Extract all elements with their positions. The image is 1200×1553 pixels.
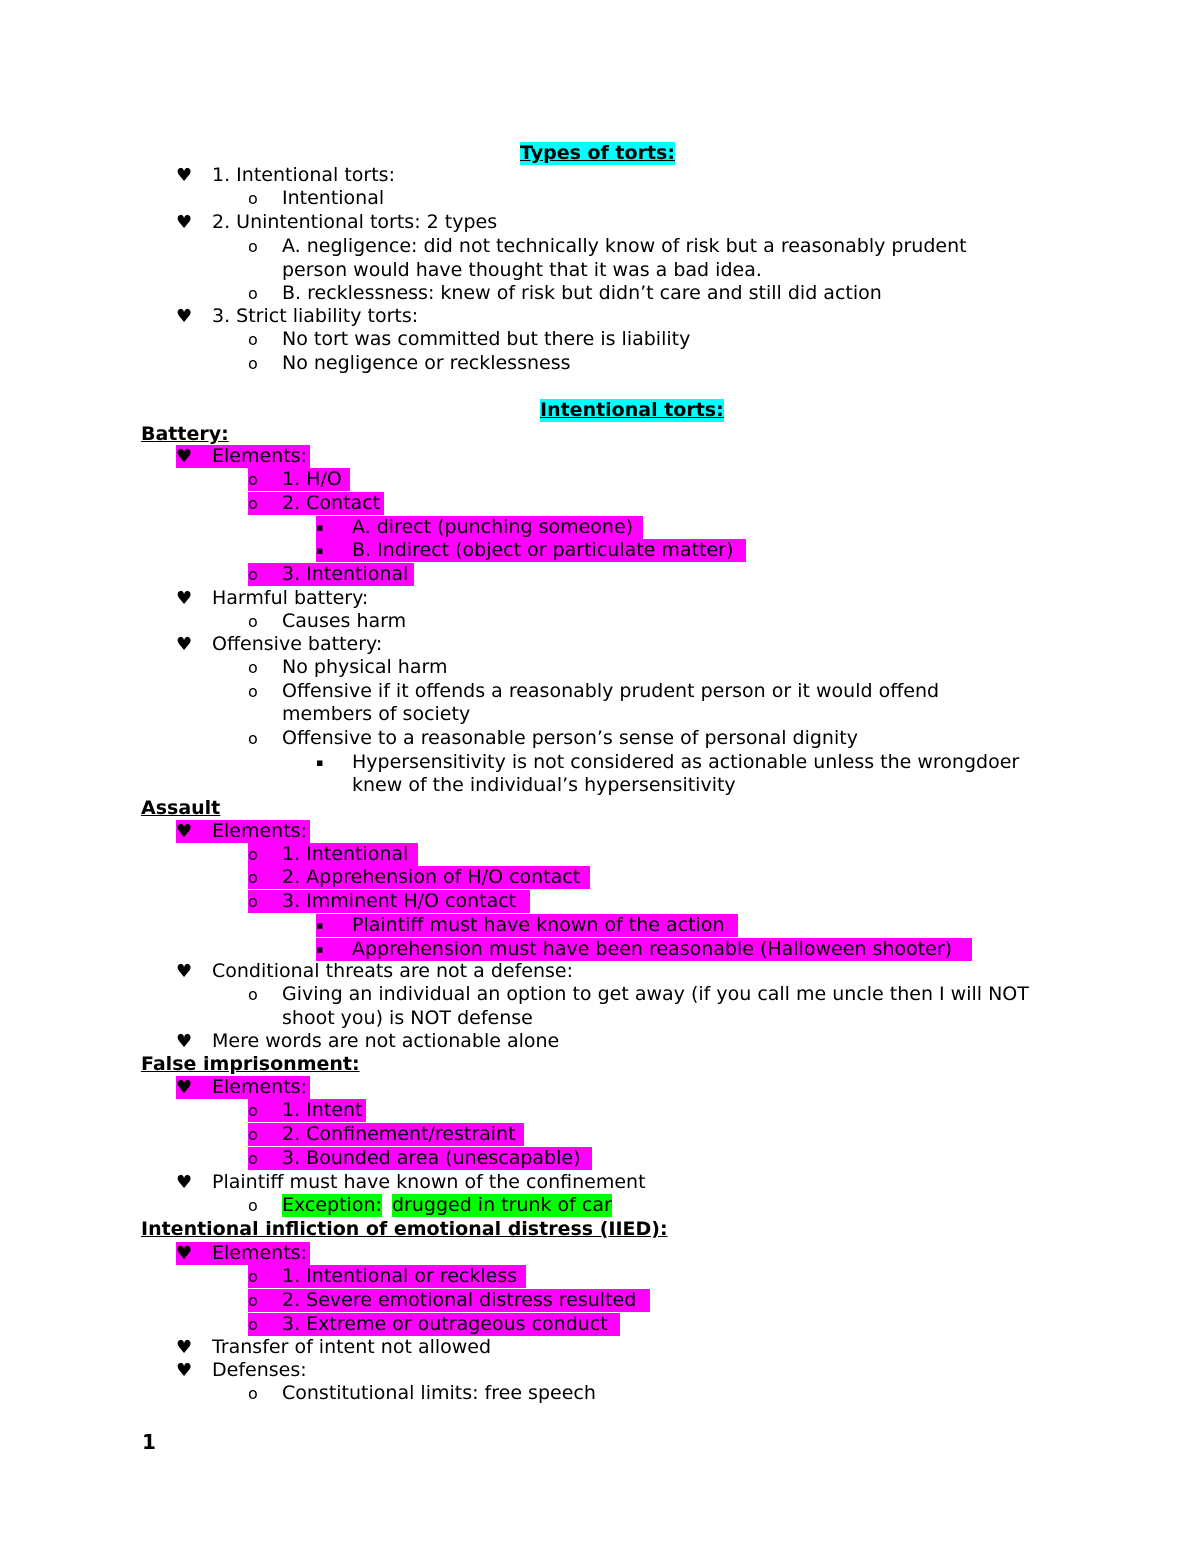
square-bullet-icon: ▪ bbox=[316, 544, 324, 557]
list-item: ♥ 2. Unintentional torts: 2 types bbox=[176, 211, 498, 233]
heart-bullet-icon: ♥ bbox=[176, 306, 193, 327]
list-item-continuation: members of society bbox=[282, 703, 471, 725]
list-item: ♥ 3. Strict liability torts: bbox=[176, 305, 419, 327]
list-item: o No negligence or recklessness bbox=[248, 352, 571, 374]
list-item-highlighted: o 2. Confinement/restraint bbox=[248, 1123, 524, 1146]
circle-bullet-icon: o bbox=[248, 1267, 258, 1286]
list-item: o Offensive if it offends a reasonably prudent person or it would offend bbox=[248, 680, 940, 702]
list-item-highlighted: o 3. Intentional bbox=[248, 563, 414, 586]
heart-bullet-icon: ♥ bbox=[176, 1031, 193, 1052]
circle-bullet-icon: o bbox=[248, 237, 258, 256]
heart-bullet-icon: ♥ bbox=[176, 1360, 193, 1381]
list-item-highlighted: ♥ Elements: bbox=[176, 820, 310, 843]
heart-bullet-icon: ♥ bbox=[176, 446, 193, 467]
circle-bullet-icon: o bbox=[248, 892, 258, 911]
heart-bullet-icon: ♥ bbox=[176, 1077, 193, 1098]
list-item-highlighted: o 1. Intent bbox=[248, 1099, 366, 1122]
square-bullet-icon: ▪ bbox=[316, 756, 324, 769]
list-item: o A. negligence: did not technically know of risk but a reasonably prudent bbox=[248, 235, 967, 257]
circle-bullet-icon: o bbox=[248, 1384, 258, 1403]
list-item bbox=[248, 1194, 612, 1217]
list-item-highlighted: o 2. Severe emotional distress resulted bbox=[248, 1289, 650, 1312]
circle-bullet-icon: o bbox=[248, 868, 258, 887]
circle-bullet-icon: o bbox=[248, 612, 258, 631]
circle-bullet-icon: o bbox=[248, 682, 258, 701]
list-item-highlighted: ▪ Plaintiff must have known of the action bbox=[316, 914, 738, 937]
section-heading-battery: Battery: bbox=[141, 423, 229, 445]
heart-bullet-icon: ♥ bbox=[176, 1243, 193, 1264]
list-item-highlighted: o 1. Intentional or reckless bbox=[248, 1265, 526, 1288]
circle-bullet-icon: o bbox=[248, 1125, 258, 1144]
circle-bullet-icon: o bbox=[248, 565, 258, 584]
list-item-highlighted: o 2. Apprehension of H/O contact bbox=[248, 866, 590, 889]
list-item: ♥ Mere words are not actionable alone bbox=[176, 1030, 560, 1052]
heart-bullet-icon: ♥ bbox=[176, 588, 193, 609]
title-types-text: Types of torts: bbox=[520, 142, 675, 164]
section-heading-false-imprisonment: False imprisonment: bbox=[141, 1053, 360, 1075]
square-bullet-icon: ▪ bbox=[316, 943, 324, 956]
circle-bullet-icon: o bbox=[248, 284, 258, 303]
heart-bullet-icon: ♥ bbox=[176, 1337, 193, 1358]
circle-bullet-icon: o bbox=[248, 1315, 258, 1334]
list-item: ♥ Defenses: bbox=[176, 1359, 307, 1381]
list-item-highlighted: ♥ Elements: bbox=[176, 1076, 310, 1099]
heart-bullet-icon: ♥ bbox=[176, 165, 193, 186]
list-item-highlighted: ▪ B. Indirect (object or particulate matter) bbox=[316, 539, 746, 562]
list-item: ♥ Conditional threats are not a defense: bbox=[176, 960, 573, 982]
circle-bullet-icon: o bbox=[248, 1291, 258, 1310]
exception-text: drugged in trunk of car bbox=[391, 1194, 612, 1216]
title-intentional-torts: Intentional torts: bbox=[540, 399, 724, 421]
list-item-highlighted: o 3. Bounded area (unescapable) bbox=[248, 1147, 592, 1170]
circle-bullet-icon: o bbox=[248, 1101, 258, 1120]
list-item-continuation: shoot you) is NOT defense bbox=[282, 1007, 533, 1029]
list-item: o Giving an individual an option to get away (if you call me uncle then I will NOT bbox=[248, 983, 1029, 1005]
list-item-highlighted: ♥ Elements: bbox=[176, 1242, 310, 1265]
list-item: o Intentional bbox=[248, 187, 385, 209]
title-types-of-torts bbox=[520, 142, 675, 165]
circle-bullet-icon: o bbox=[248, 189, 258, 208]
list-item-highlighted: ▪ Apprehension must have been reasonable (Halloween shooter) bbox=[316, 938, 972, 961]
square-bullet-icon: ▪ bbox=[316, 919, 324, 932]
list-item: o Causes harm bbox=[248, 610, 407, 632]
square-bullet-icon: ▪ bbox=[316, 521, 324, 534]
heart-bullet-icon: ♥ bbox=[176, 961, 193, 982]
list-item: ♥ Transfer of intent not allowed bbox=[176, 1336, 492, 1358]
list-item-continuation: knew of the individual’s hypersensitivity bbox=[352, 774, 736, 796]
list-item-highlighted: o 3. Imminent H/O contact bbox=[248, 890, 530, 913]
heart-bullet-icon: ♥ bbox=[176, 634, 193, 655]
list-item: o Constitutional limits: free speech bbox=[248, 1382, 596, 1404]
list-item-highlighted: o 1. Intentional bbox=[248, 843, 418, 866]
list-item-highlighted: ♥ Elements: bbox=[176, 445, 310, 468]
circle-bullet-icon: o bbox=[248, 354, 258, 373]
list-item: o B. recklessness: knew of risk but didn’t care and still did action bbox=[248, 282, 882, 304]
list-item: o No tort was committed but there is liability bbox=[248, 328, 691, 350]
list-item: ♥ Plaintiff must have known of the confinement bbox=[176, 1171, 646, 1193]
heart-bullet-icon: ♥ bbox=[176, 212, 193, 233]
heart-bullet-icon: ♥ bbox=[176, 1172, 193, 1193]
circle-bullet-icon: o bbox=[248, 330, 258, 349]
list-item: ▪ Hypersensitivity is not considered as actionable unless the wrongdoer bbox=[316, 751, 1020, 773]
list-item: ♥ Offensive battery: bbox=[176, 633, 383, 655]
list-item: o Offensive to a reasonable person’s sense of personal dignity bbox=[248, 727, 858, 749]
list-item: o No physical harm bbox=[248, 656, 448, 678]
circle-bullet-icon: o bbox=[248, 658, 258, 677]
list-item-continuation: person would have thought that it was a bad idea. bbox=[282, 259, 762, 281]
list-item-highlighted: o 2. Contact bbox=[248, 492, 384, 515]
exception-label: Exception: bbox=[282, 1194, 382, 1216]
circle-bullet-icon: o bbox=[248, 985, 258, 1004]
list-item-highlighted: ▪ A. direct (punching someone) bbox=[316, 516, 643, 539]
section-heading-iied: Intentional infliction of emotional distress (IIED): bbox=[141, 1218, 668, 1240]
circle-bullet-icon: o bbox=[248, 1149, 258, 1168]
section-heading-assault: Assault bbox=[141, 797, 221, 819]
list-item: ♥ 1. Intentional torts: bbox=[176, 164, 395, 186]
circle-bullet-icon: o bbox=[248, 470, 258, 489]
page-number: 1 bbox=[142, 1430, 156, 1454]
circle-bullet-icon: o bbox=[248, 494, 258, 513]
circle-bullet-icon: o bbox=[248, 1196, 258, 1215]
circle-bullet-icon: o bbox=[248, 845, 258, 864]
heart-bullet-icon: ♥ bbox=[176, 821, 193, 842]
circle-bullet-icon: o bbox=[248, 729, 258, 748]
list-item-highlighted: o 1. H/O bbox=[248, 468, 350, 491]
list-item: ♥ Harmful battery: bbox=[176, 587, 369, 609]
list-item-highlighted: o 3. Extreme or outrageous conduct bbox=[248, 1313, 620, 1336]
